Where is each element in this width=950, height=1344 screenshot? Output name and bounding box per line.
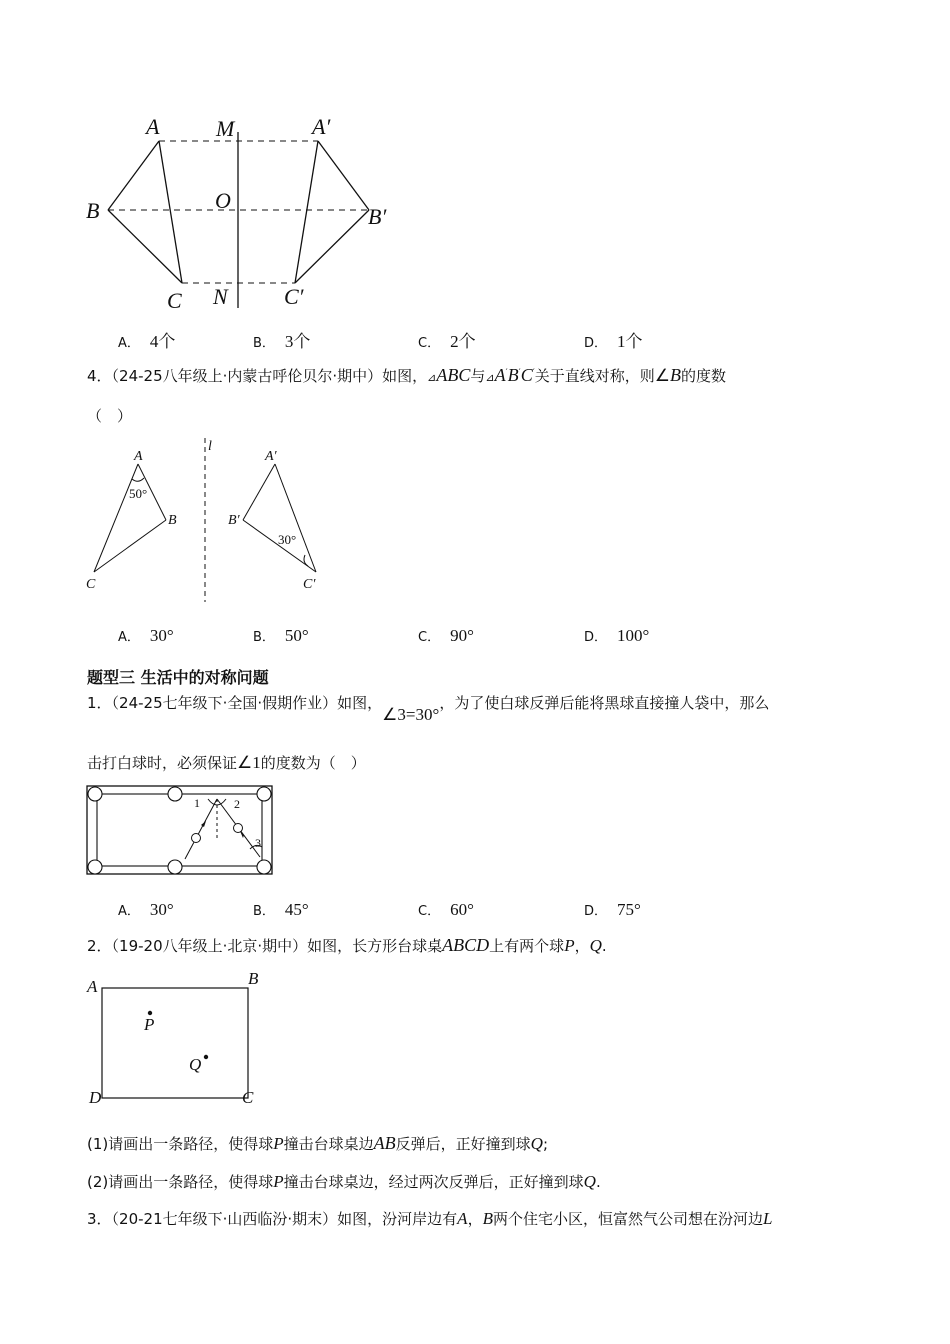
angle-50-label: 50° [129, 486, 148, 501]
label-N: N [213, 284, 228, 309]
corner-A: A [87, 977, 98, 996]
option-c[interactable]: C． 2个 [418, 332, 476, 351]
label-A-prime: A′ [312, 114, 331, 139]
option-d[interactable]: D． 75° [584, 900, 641, 919]
label-C: C [167, 288, 182, 313]
question-2-part-1: (1)请画出一条路径，使得球P撞击台球桌边AB反弹后，正好撞到球Q; [87, 1133, 549, 1153]
figure-axis-symmetry [80, 110, 410, 315]
question-1: 1．（24-25七年级下·全国·假期作业）如图，∠3=30°，为了使白球反弹后能将黑球直接撞人袋中，那么 [87, 694, 770, 724]
option-a[interactable]: A． 4个 [118, 332, 176, 351]
option-b[interactable]: B． 45° [253, 900, 309, 919]
option-c[interactable]: C． 90° [418, 626, 474, 645]
label-C-prime: C′ [303, 577, 316, 592]
question-2-part-2: (2)请画出一条路径，使得球P撞击台球桌边，经过两次反弹后，正好撞到球Q. [87, 1172, 601, 1191]
label-B-prime: B′ [368, 204, 387, 229]
option-a[interactable]: A． 30° [118, 626, 174, 645]
figure-triangles-line-l [80, 432, 340, 604]
corner-C: C [242, 1088, 254, 1107]
corner-B: B [248, 969, 259, 988]
angle-1-label: 1 [194, 796, 200, 810]
angle-30-label: 30° [278, 532, 297, 547]
figure-billiard-table [84, 783, 276, 879]
option-c[interactable]: C． 60° [418, 900, 474, 919]
label-A-prime: A′ [265, 449, 277, 464]
corner-D: D [89, 1088, 102, 1107]
option-d[interactable]: D． 100° [584, 626, 650, 645]
question-2: 2．（19-20八年级上·北京·期中）如图，长方形台球桌ABCD上有两个球P，Q. [87, 935, 607, 955]
ball-Q-label: Q [189, 1055, 202, 1074]
label-C-prime: C′ [284, 284, 304, 309]
question-4: 4．（24-25八年级上·内蒙古呼伦贝尔·期中）如图，⊿ABC与⊿A′B′C′关于直线对称，则∠B的度数 [87, 365, 727, 385]
question-1-line2: 击打白球时，必须保证∠1的度数为（ ） [87, 753, 366, 772]
figure-rectangle-table [84, 966, 274, 1108]
option-d[interactable]: D． 1个 [584, 332, 643, 351]
line-label-l: l [208, 439, 212, 454]
section-title: 题型三 生活中的对称问题 [87, 668, 269, 687]
label-C: C [86, 577, 96, 592]
label-M: M [216, 116, 235, 141]
label-B: B [86, 198, 100, 223]
option-b[interactable]: B． 50° [253, 626, 309, 645]
label-B: B [168, 513, 177, 528]
ball-P-label: P [144, 1015, 155, 1034]
label-A: A [134, 449, 143, 464]
label-B-prime: B′ [228, 513, 240, 528]
angle-2-label: 2 [234, 797, 240, 811]
label-A: A [146, 114, 160, 139]
question-3: 3．（20-21七年级下·山西临汾·期末）如图，汾河岸边有A，B两个住宅小区，恒富然气公司想在汾河边L [87, 1209, 773, 1228]
option-b[interactable]: B． 3个 [253, 332, 311, 351]
answer-paren: （ ） [87, 407, 133, 425]
label-O: O [215, 188, 231, 213]
angle-3-label: 3 [255, 836, 261, 850]
option-a[interactable]: A． 30° [118, 900, 174, 919]
